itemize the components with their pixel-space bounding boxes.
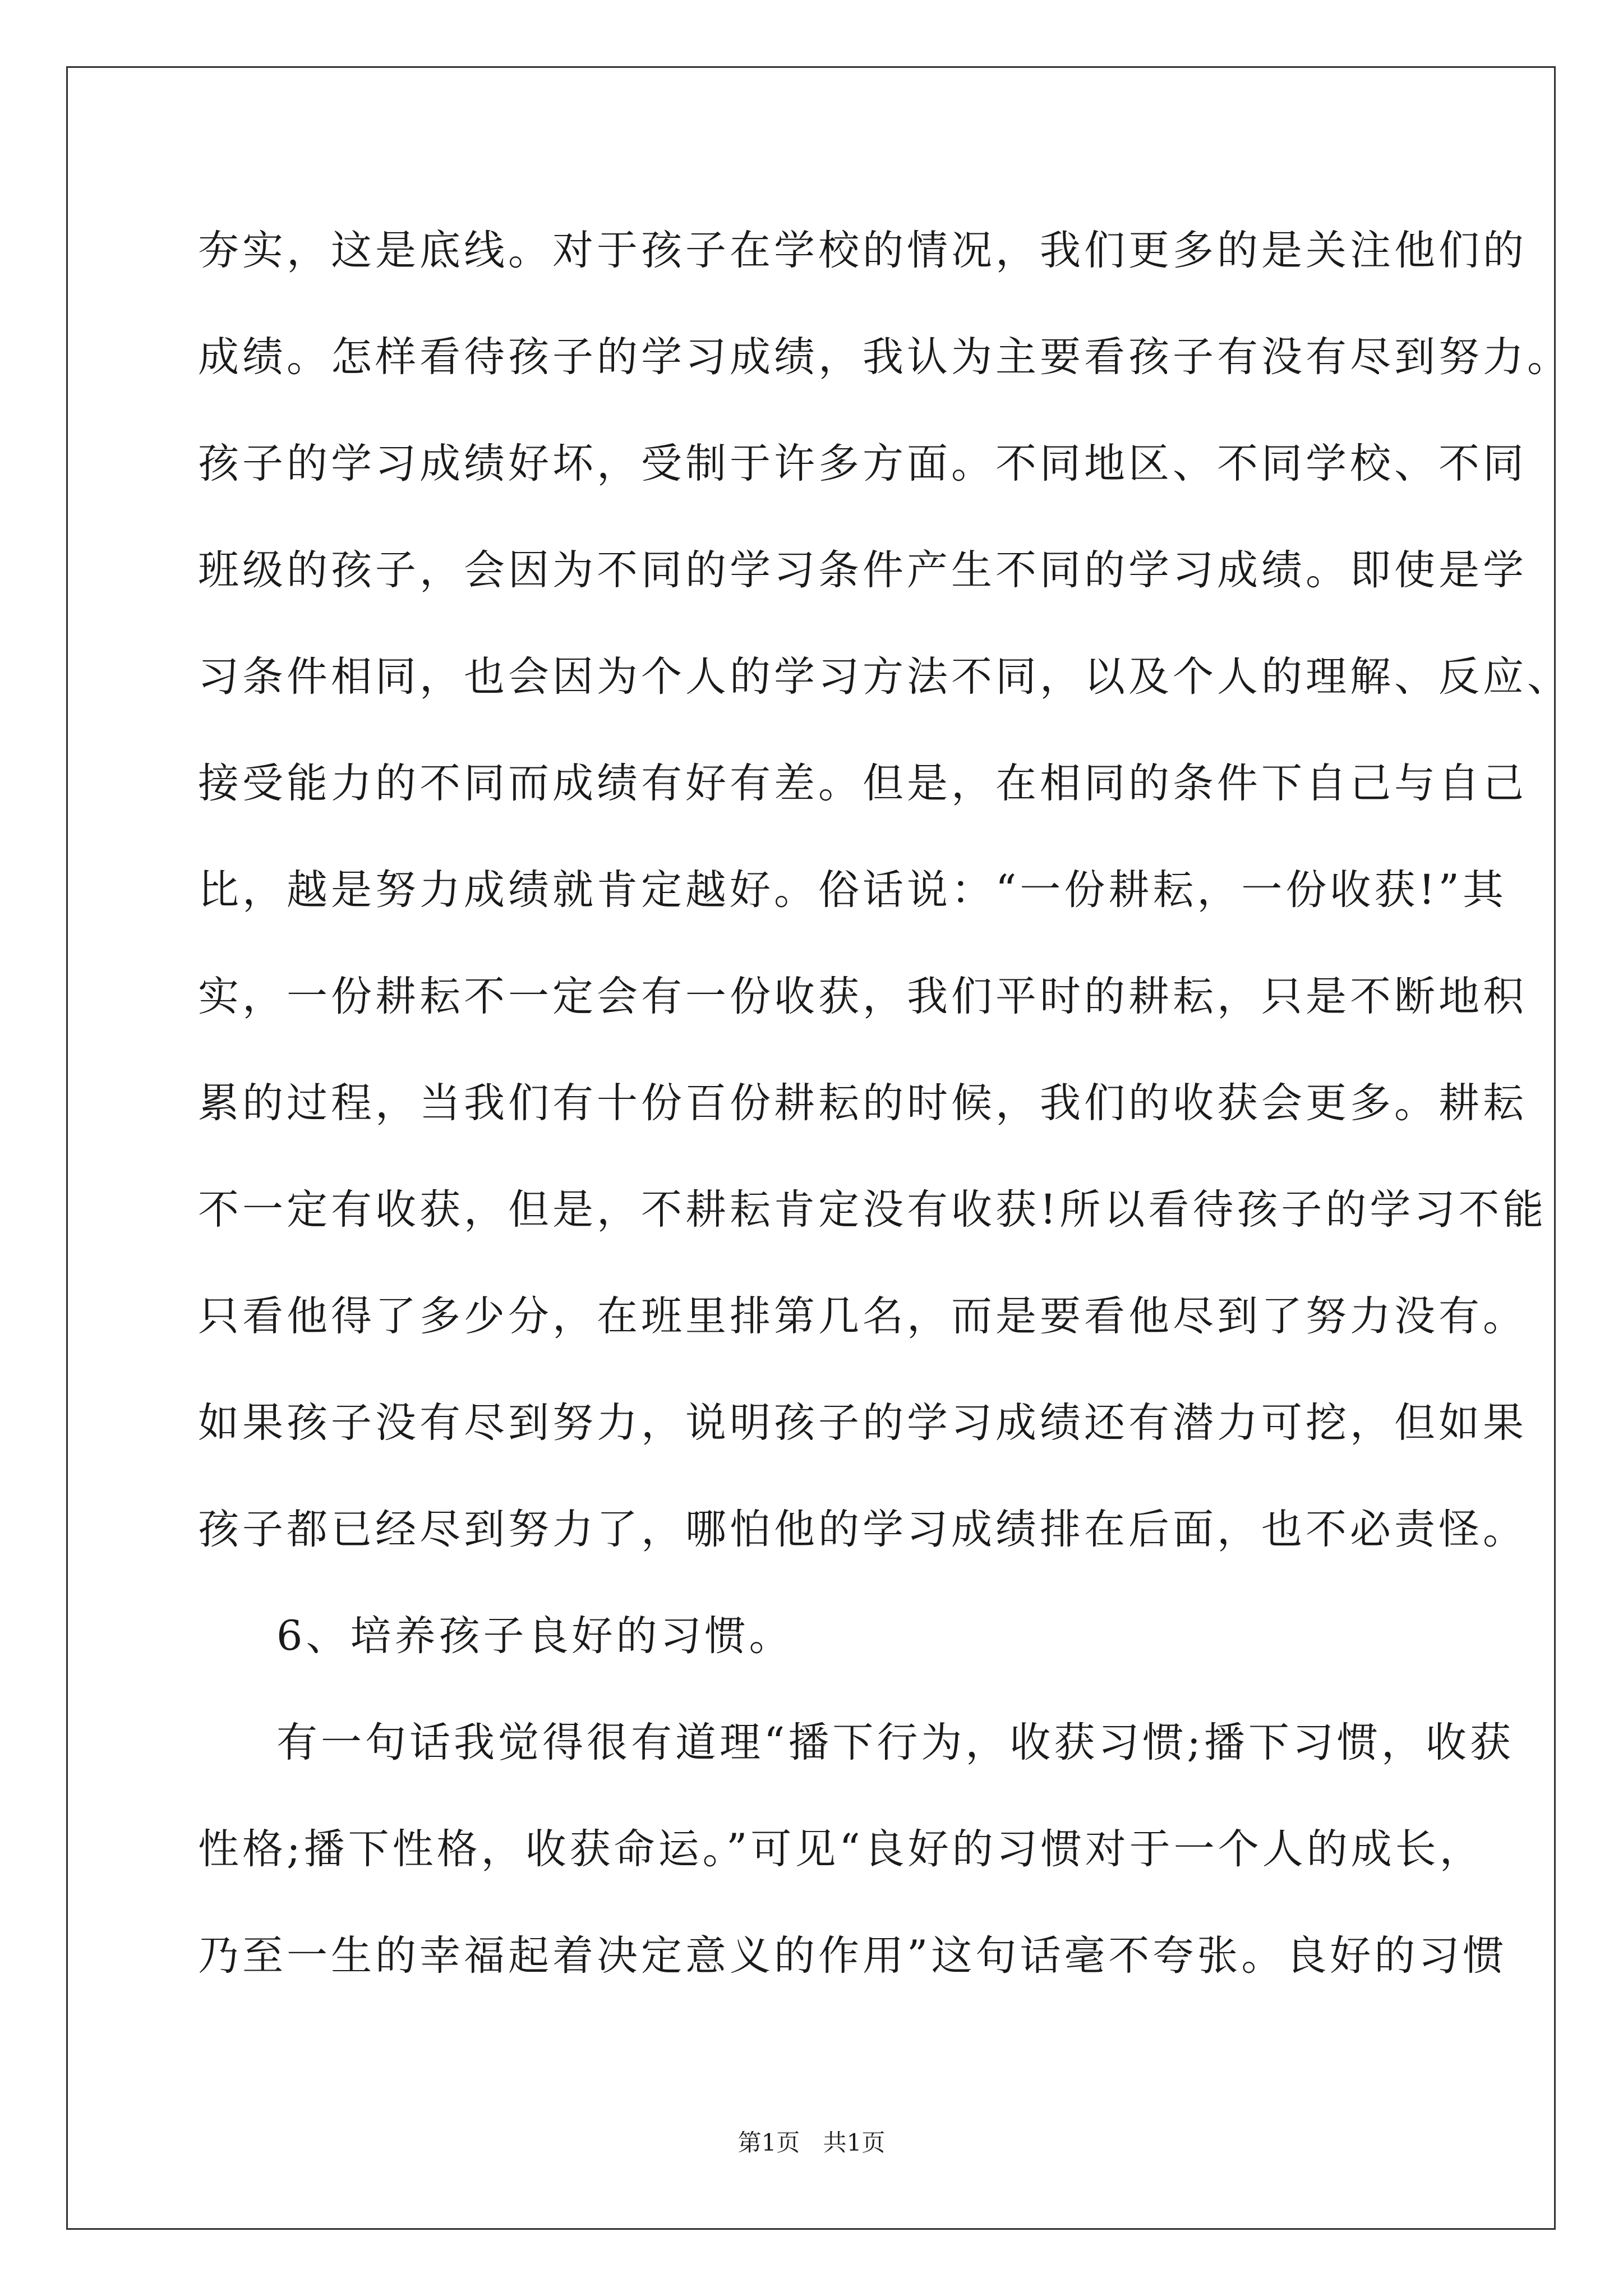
text-line: 不一定有收获，但是，不耕耘肯定没有收获!所以看待孩子的学习不能 (198, 1186, 1547, 1234)
text-line: 性格;播下性格，收获命运。”可见“良好的习惯对于一个人的成长， (198, 1825, 1484, 1873)
section-heading: 6、培养孩子良好的习惯。 (276, 1612, 794, 1660)
text-line: 如果孩子没有尽到努力，说明孩子的学习成绩还有潜力可挖，但如果 (198, 1399, 1527, 1447)
page-number-current: 第1页 (737, 2129, 800, 2156)
text-line: 乃至一生的幸福起着决定意义的作用”这句话毫不夸张。良好的习惯 (198, 1932, 1507, 1980)
text-line: 孩子都已经尽到努力了，哪怕他的学习成绩排在后面，也不必责怪。 (198, 1506, 1527, 1553)
page-number-total: 共1页 (823, 2129, 886, 2156)
text-line: 只看他得了多少分，在班里排第几名，而是要看他尽到了努力没有。 (198, 1292, 1527, 1340)
text-line: 夯实，这是底线。对于孩子在学校的情况，我们更多的是关注他们的 (198, 227, 1527, 274)
text-line: 累的过程，当我们有十份百份耕耘的时候，我们的收获会更多。耕耘 (198, 1079, 1527, 1127)
text-line: 孩子的学习成绩好坏，受制于许多方面。不同地区、不同学校、不同 (198, 440, 1527, 487)
text-line: 接受能力的不同而成绩有好有差。但是，在相同的条件下自己与自己 (198, 760, 1527, 807)
text-line: 班级的孩子，会因为不同的学习条件产生不同的学习成绩。即使是学 (198, 546, 1527, 594)
text-line: 成绩。怎样看待孩子的学习成绩，我认为主要看孩子有没有尽到努力。 (198, 333, 1571, 381)
text-line: 比，越是努力成绩就肯定越好。俗话说：“一份耕耘，一份收获!”其 (198, 866, 1507, 914)
text-line: 习条件相同，也会因为个人的学习方法不同，以及个人的理解、反应、 (198, 653, 1571, 701)
text-line: 实，一份耕耘不一定会有一份收获，我们平时的耕耘，只是不断地积 (198, 973, 1527, 1020)
page-border (66, 66, 1556, 2230)
text-line: 有一句话我觉得很有道理“播下行为，收获习惯;播下习惯，收获 (276, 1719, 1514, 1766)
page-footer (0, 2129, 1623, 2157)
